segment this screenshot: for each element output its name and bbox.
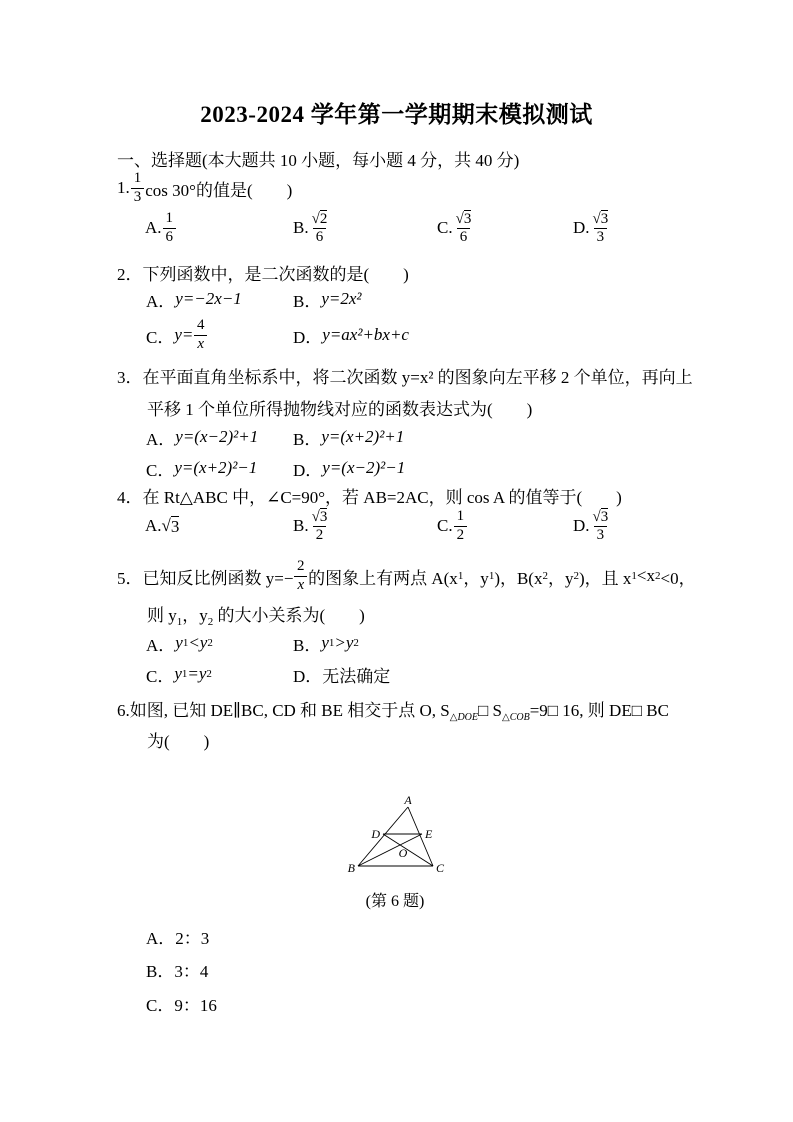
radical-icon: √ bbox=[311, 210, 320, 227]
question-2-options-ab bbox=[0, 287, 793, 311]
q3-option-a: A． y=(x−2)²+1 bbox=[146, 427, 259, 449]
radical-icon: √ bbox=[311, 508, 320, 525]
q5-option-c: C． y 1 =y 2 bbox=[146, 664, 212, 686]
q4-option-c: C. $\frac{1}{2}$ bbox=[437, 503, 468, 549]
figure-caption: (第 6 题) bbox=[365, 893, 425, 910]
question-1-stem bbox=[117, 168, 292, 208]
q1-option-d: D. √ 3 3 bbox=[573, 210, 609, 245]
q6-option-c: C．9：16 bbox=[146, 996, 217, 1015]
question-2-options-cd bbox=[0, 313, 793, 357]
q3-option-c: C． y=(x+2)²−1 bbox=[146, 458, 258, 480]
q1-option-d-label: D. bbox=[573, 218, 590, 237]
q1-option-c-label: C. bbox=[437, 218, 453, 237]
figure-label-d: D bbox=[371, 827, 380, 841]
question-5-options-cd bbox=[0, 662, 793, 686]
q1-option-a-label: A. bbox=[145, 218, 162, 237]
figure-label-e: E bbox=[425, 827, 433, 841]
q1-fraction-denominator: 3 bbox=[131, 188, 145, 206]
q2-option-b: B． y=2x² bbox=[293, 289, 362, 311]
question-3-stem-line1: 3．在平面直角坐标系中，将二次函数 y=x² 的图象向左平移 2 个单位，再向上 bbox=[117, 368, 693, 387]
question-3-options-ab bbox=[0, 425, 793, 449]
q4-option-a: A. √ 3 bbox=[145, 516, 180, 536]
radical-icon: √ bbox=[161, 516, 171, 535]
figure-label-o: O bbox=[398, 846, 408, 860]
question-2-stem: 2．下列函数中，是二次函数的是( ) bbox=[117, 265, 409, 284]
q1-stem-text: cos 30°的值是( ) bbox=[145, 180, 293, 200]
q3-option-d: D． y=(x−2)²−1 bbox=[293, 458, 406, 480]
q2-option-c: C． y= $\frac{4}{x}$ bbox=[146, 313, 208, 357]
question-4-stem: 4．在 Rt△ABC 中，∠C=90°，若 AB=2AC，则 cos A 的值等于( ) bbox=[117, 488, 622, 507]
question-5-stem-line1: 5．已知反比例函数 y=− $\frac{2}{x}$ 的图象上有两点 A(x 1 ，y 1 )，B(x 2 ，y 2 )，且 x 1 <x 2 <0， bbox=[117, 558, 696, 593]
section-header: 一、选择题(本大题共 10 小题，每小题 4 分，共 40 分) bbox=[117, 151, 520, 170]
radical-icon: √ bbox=[592, 210, 601, 227]
radical-icon: √ bbox=[592, 508, 601, 525]
q5-option-d: D． 无法确定 bbox=[293, 666, 391, 686]
q6-triangle-figure bbox=[338, 786, 452, 882]
q6-option-b: B．3：4 bbox=[146, 962, 209, 981]
q2-option-a: A． y=−2x−1 bbox=[146, 289, 242, 311]
figure-label-a: A bbox=[404, 793, 412, 807]
question-3-stem-line2: 平移 1 个单位所得抛物线对应的函数表达式为( ) bbox=[147, 400, 533, 419]
question-6-stem-line2: 为( ) bbox=[147, 732, 210, 751]
question-1-options bbox=[0, 206, 793, 250]
q1-option-b-label: B. bbox=[293, 218, 309, 237]
q4-option-b: B. √ 3 2 bbox=[293, 508, 328, 543]
q3-option-b: B． y=(x+2)²+1 bbox=[293, 427, 405, 449]
question-5-options-ab bbox=[0, 631, 793, 655]
figure-label-c: C bbox=[436, 861, 445, 875]
question-4-options bbox=[0, 503, 793, 549]
q1-fraction bbox=[131, 170, 145, 206]
figure-lines bbox=[358, 807, 433, 866]
page-title: 2023-2024 学年第一学期期末模拟测试 bbox=[200, 102, 593, 127]
q5-option-a: A． y 1 <y 2 bbox=[146, 633, 213, 655]
q4-option-d: D. √ 3 3 bbox=[573, 508, 609, 543]
q1-option-b: B. √ 2 6 bbox=[293, 210, 328, 245]
q1-number: 1. bbox=[117, 178, 130, 197]
question-3-options-cd bbox=[0, 456, 793, 480]
q1-fraction-numerator: 1 bbox=[133, 170, 142, 187]
q1-option-c: C. √ 3 6 bbox=[437, 210, 472, 245]
question-5-stem-line2: 则 $y_1$，$y_2$ 的大小关系为( ) bbox=[147, 606, 365, 628]
q1-option-a: A. $\frac{1}{6}$ bbox=[145, 206, 177, 250]
figure-label-b: B bbox=[347, 861, 355, 875]
q2-option-d: D． y=ax²+bx+c bbox=[293, 325, 409, 347]
question-6-stem-line1: 6.如图, 已知 DE∥BC, CD 和 BE 相交于点 O, $S_{\triangle DOE}□$ $S_{\triangle COB}=9□$ 16, 则 DE□ BC bbox=[117, 701, 669, 723]
q5-option-b: B． y 1 >y 2 bbox=[293, 633, 359, 655]
radical-icon: √ bbox=[455, 210, 464, 227]
q6-option-a: A．2：3 bbox=[146, 929, 210, 948]
